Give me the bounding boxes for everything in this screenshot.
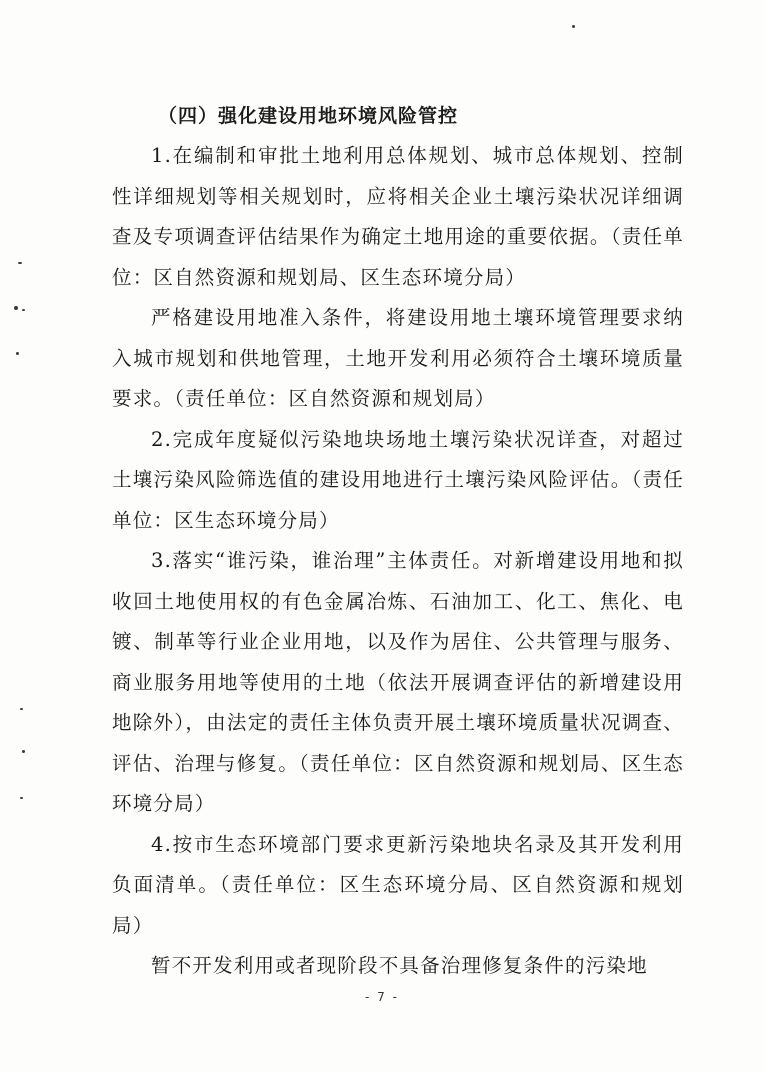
page-number: - 7 - bbox=[365, 990, 399, 1004]
paragraph-3: 2.完成年度疑似污染地块场地土壤污染状况详查，对超过土壤污染风险筛选值的建设用地进行土壤污染风险评估。（责任单位：区生态环境分局） bbox=[112, 427, 684, 532]
scan-speck bbox=[22, 750, 25, 753]
scan-speck bbox=[14, 306, 18, 310]
scan-speck bbox=[20, 708, 23, 710]
section-heading: （四）强化建设用地环境风险管控 bbox=[158, 105, 459, 127]
document-body bbox=[112, 96, 684, 987]
paragraph-5: 4.按市生态环境部门要求更新污染地块名录及其开发利用负面清单。（责任单位：区生态环境分局、区自然资源和规划局） bbox=[112, 832, 684, 937]
paragraph-6: 暂不开发利用或者现阶段不具备治理修复条件的污染地 bbox=[151, 954, 648, 977]
scan-speck bbox=[18, 262, 22, 264]
scan-speck bbox=[572, 25, 575, 28]
paragraph-1: 1.在编制和审批土地利用总体规划、城市总体规划、控制性详细规划等相关规划时，应将相关企业土壤污染状况详细调查及专项调查评估结果作为确定土地用途的重要依据。（责任单位：区自然资源和规划局、区生态环境分局） bbox=[112, 144, 684, 289]
scan-speck bbox=[20, 797, 23, 799]
paragraph-4: 3.落实“谁污染，谁治理”主体责任。对新增建设用地和拟收回土地使用权的有色金属冶炼、石油加工、化工、焦化、电镀、制革等行业企业用地，以及作为居住、公共管理与服务、商业服务用地等使用的土地（依法开展调查评估的新增建设用地除外），由法定的责任主体负责开展土壤环境质量状况调查、评估、治理与修复。（责任单位：区自然资源和规划局、区生态环境分局） bbox=[112, 549, 684, 815]
scan-speck bbox=[16, 352, 19, 355]
scan-speck bbox=[22, 309, 25, 311]
paragraph-2: 严格建设用地准入条件，将建设用地土壤环境管理要求纳入城市规划和供地管理，土地开发利用必须符合土壤环境质量要求。（责任单位：区自然资源和规划局） bbox=[112, 306, 684, 410]
